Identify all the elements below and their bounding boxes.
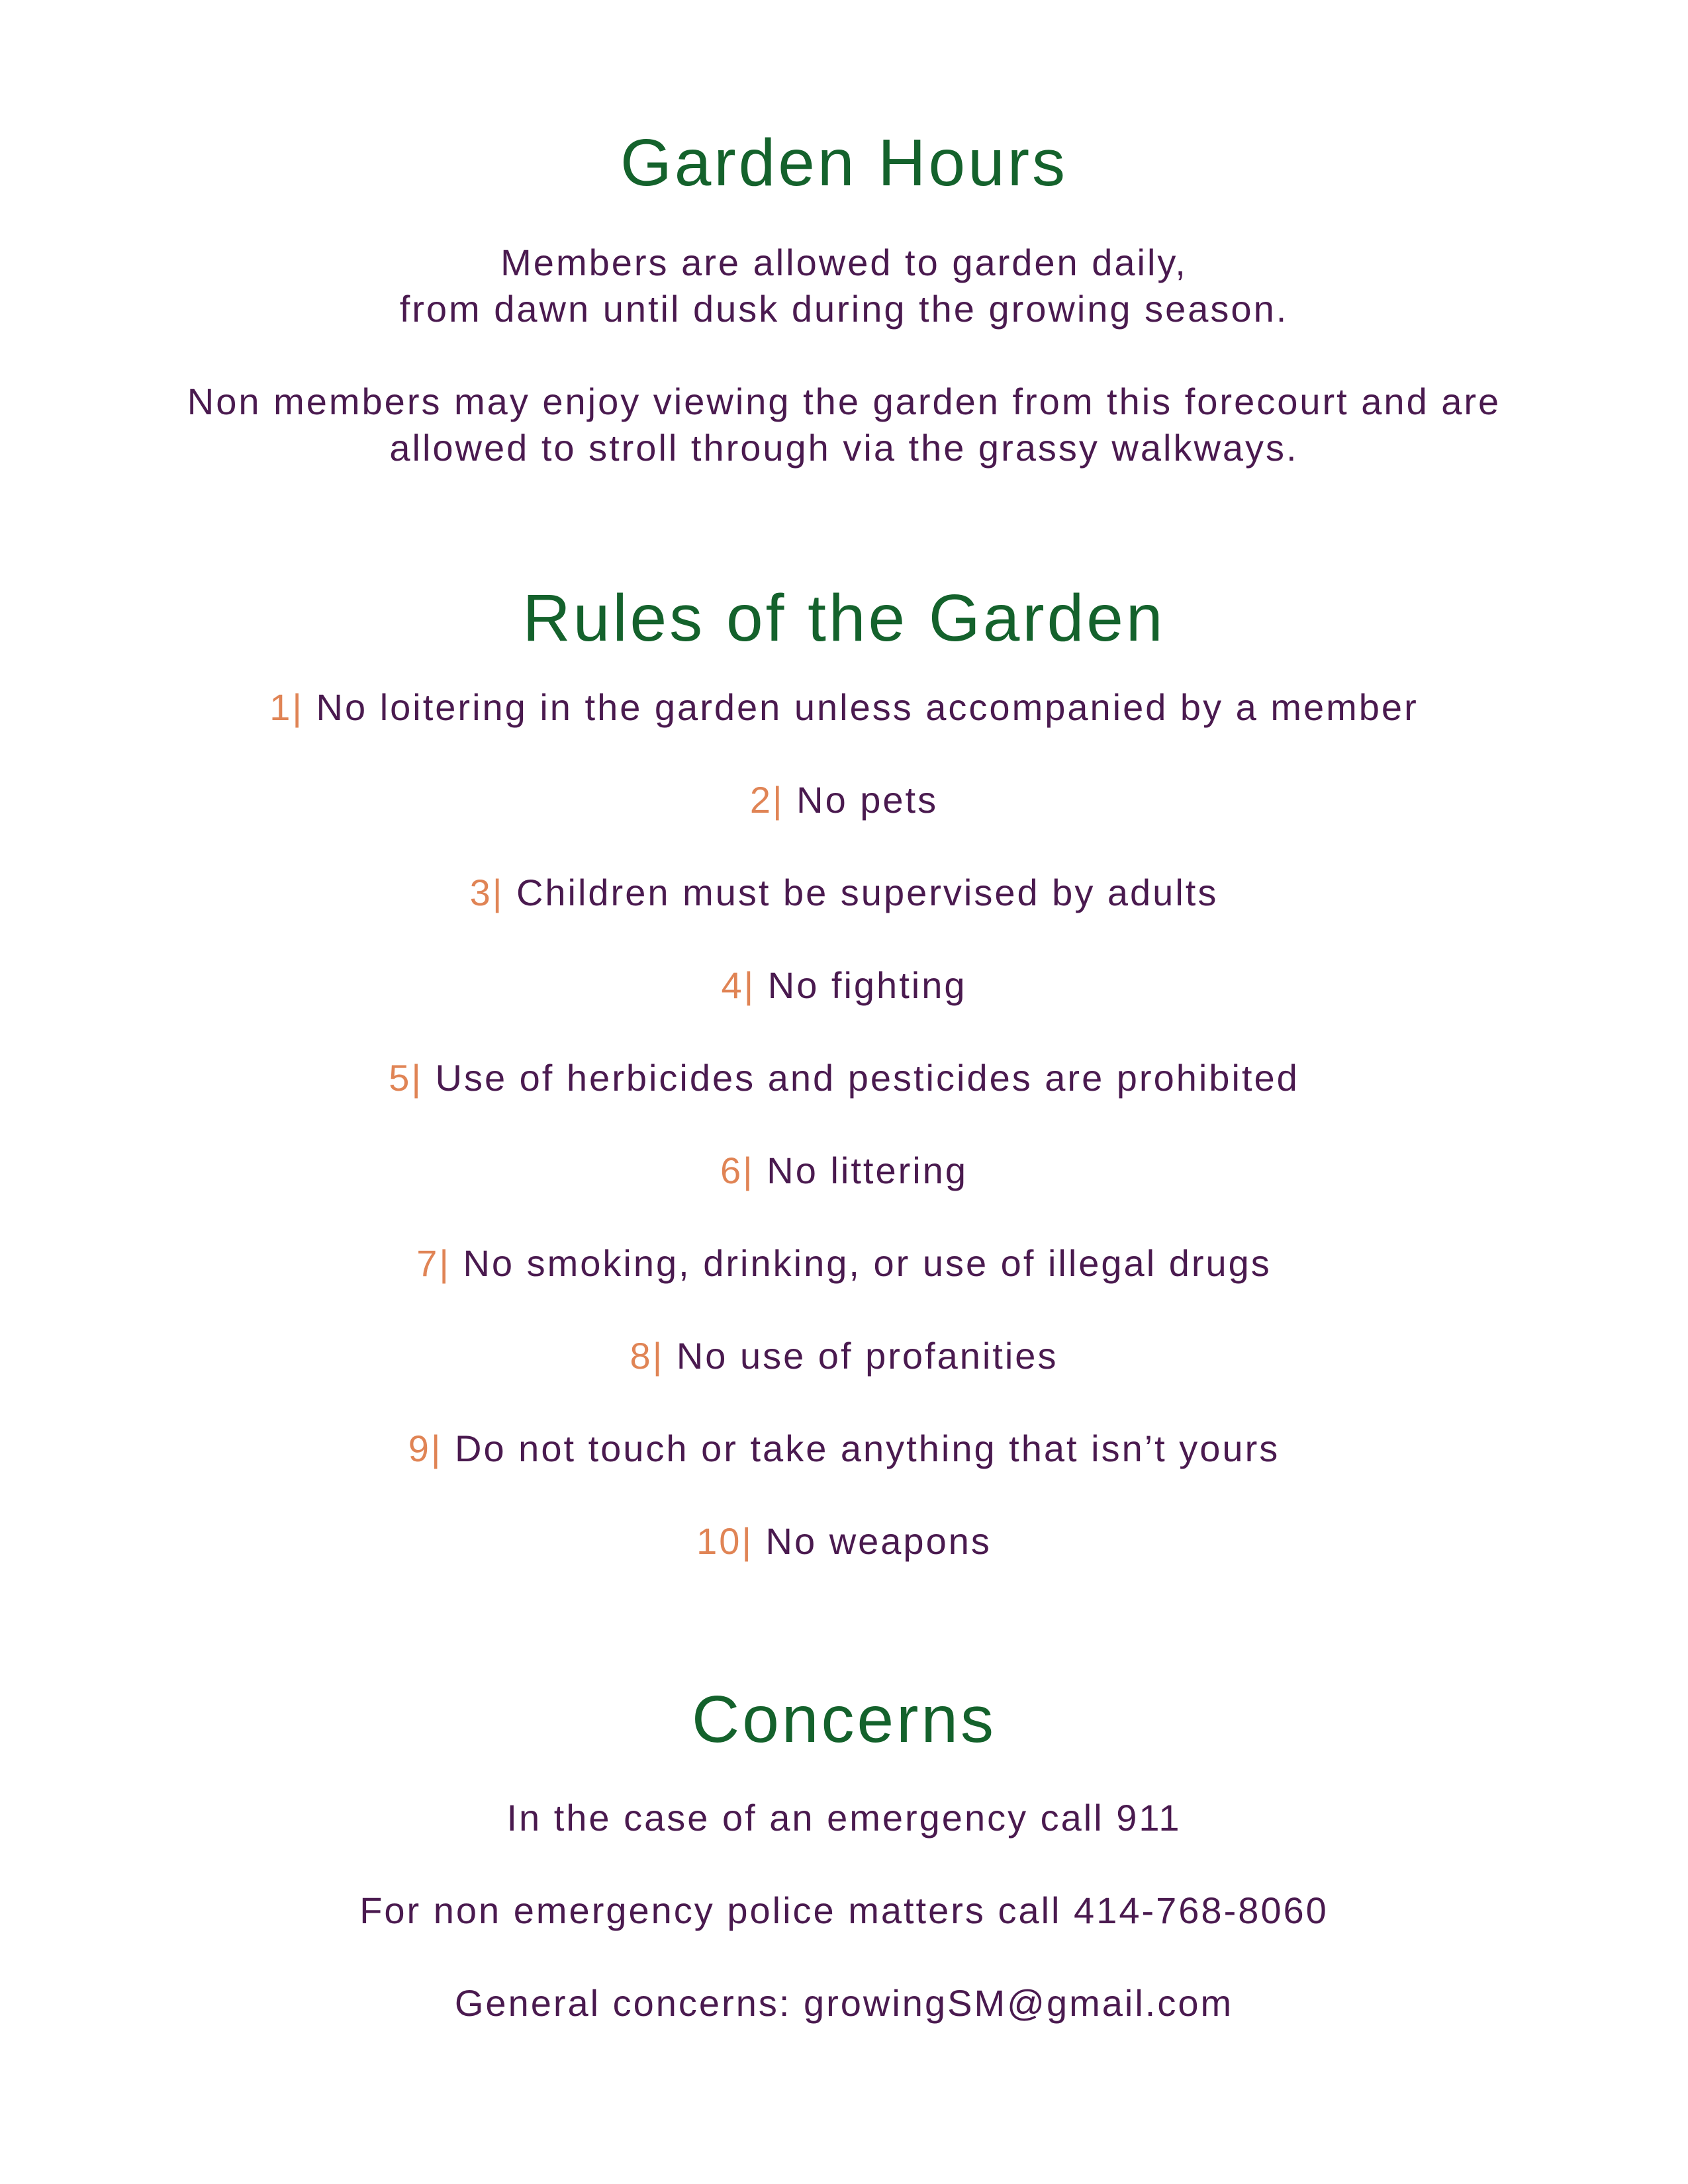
rule-text: Do not touch or take anything that isn’t yours [455,1428,1280,1469]
rule-text: No pets [796,779,939,821]
rule-text: No weapons [765,1520,992,1562]
rule-number: 7| [416,1242,451,1284]
rule-item [0,1518,1688,1611]
rule-item [0,777,1688,870]
rules-list [0,684,1688,1611]
concerns-title: Concerns [692,1682,996,1756]
garden-hours-line-1: Members are allowed to garden daily, [500,242,1188,283]
rule-number: 3| [469,872,504,913]
rule-number: 8| [630,1335,665,1377]
rule-text: Use of herbicides and pesticides are prohibited [435,1057,1299,1099]
rule-item [0,1426,1688,1518]
rule-number: 5| [389,1057,423,1099]
rule-text: No use of profanities [676,1335,1058,1377]
garden-hours-line-4: allowed to stroll through via the grassy walkways. [389,427,1299,469]
garden-hours-line-2: from dawn until dusk during the growing season. [399,288,1289,330]
garden-hours-title: Garden Hours [620,126,1068,200]
rules-title: Rules of the Garden [522,581,1166,655]
rule-number: 9| [408,1428,443,1469]
rule-number: 2| [749,779,784,821]
rule-number: 1| [269,686,304,728]
rule-text: Children must be supervised by adults [516,872,1219,913]
rule-text: No fighting [767,964,967,1006]
rule-item [0,684,1688,777]
rule-item [0,1333,1688,1426]
rule-text: No smoking, drinking, or use of illegal drugs [463,1242,1272,1284]
rule-item [0,962,1688,1055]
rule-item [0,1240,1688,1333]
rule-number: 10| [696,1520,753,1562]
rule-number: 6| [720,1150,755,1191]
rule-text: No littering [767,1150,968,1191]
concerns-non-emergency: For non emergency police matters call 414-768-8060 [359,1889,1329,1931]
rule-item [0,1148,1688,1240]
rule-item [0,870,1688,962]
concerns-general: General concerns: growingSM@gmail.com [454,1982,1234,2024]
rule-text: No loitering in the garden unless accompanied by a member [316,686,1419,728]
rule-number: 4| [721,964,756,1006]
concerns-emergency: In the case of an emergency call 911 [506,1797,1182,1839]
rule-item [0,1055,1688,1148]
garden-hours-line-3: Non members may enjoy viewing the garden from this forecourt and are [187,381,1501,422]
